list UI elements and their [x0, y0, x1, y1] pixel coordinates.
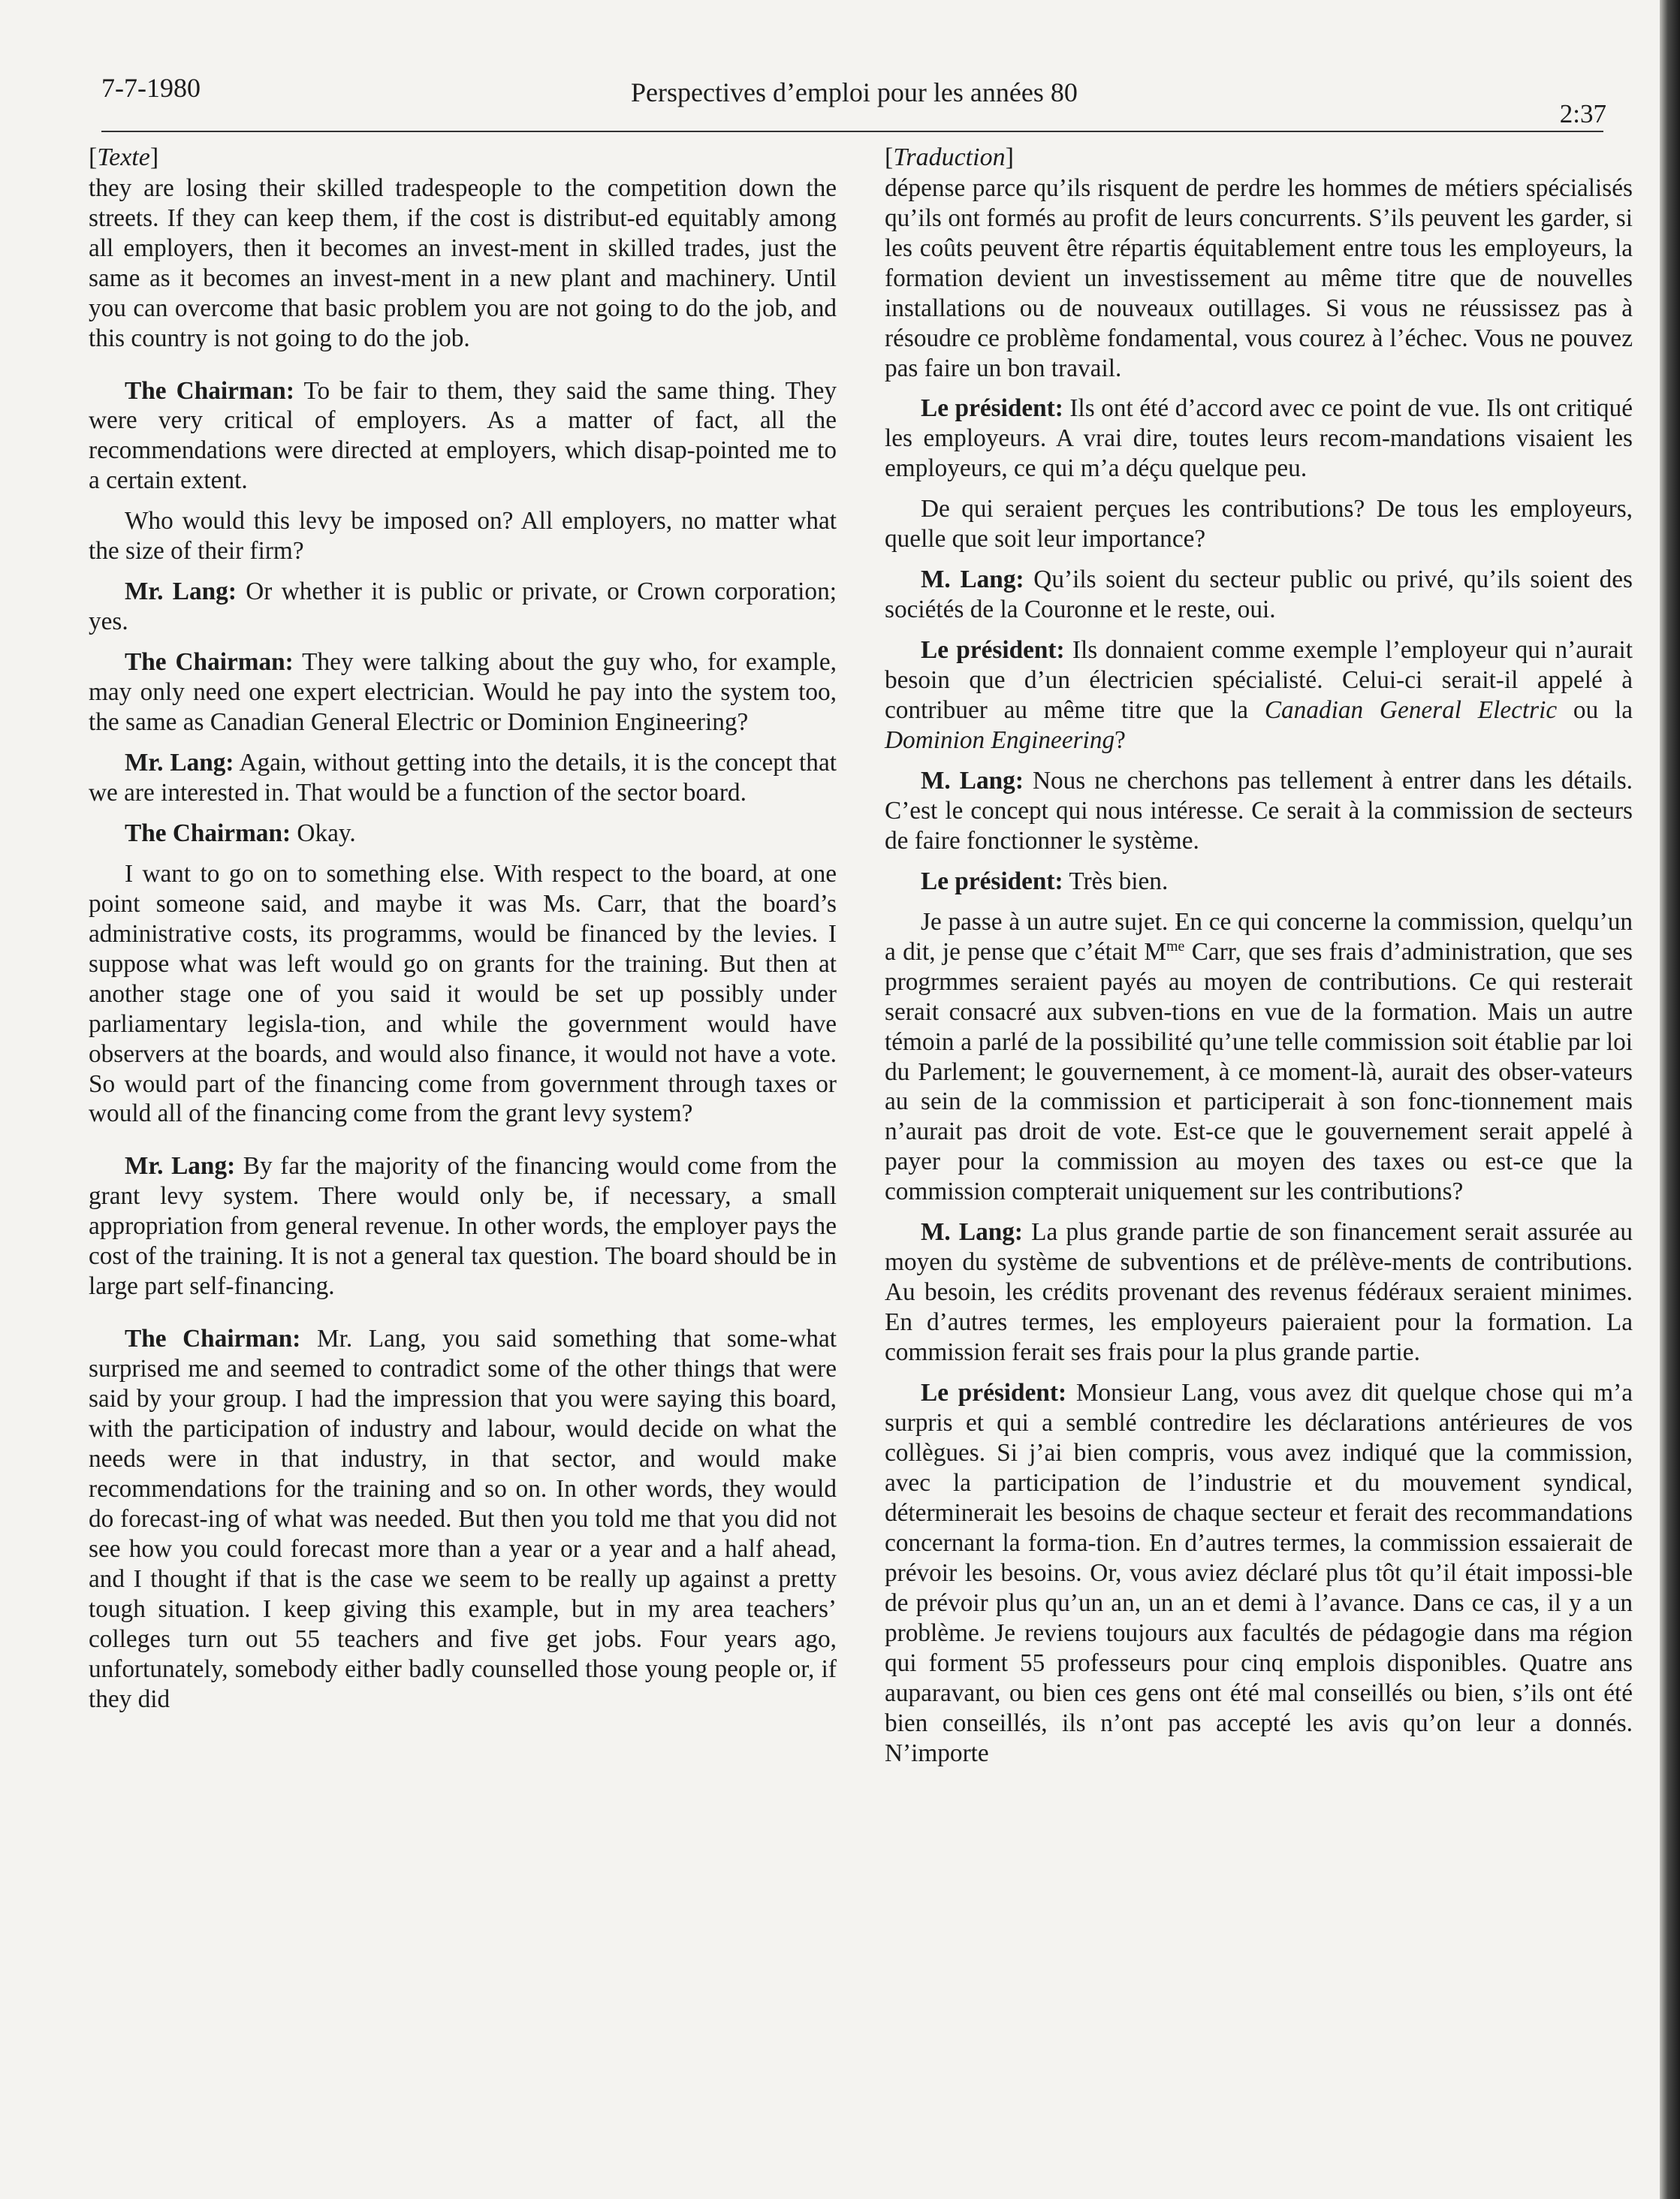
bracket-open: [ [885, 143, 894, 171]
paragraph: De qui seraient perçues les contributions? De tous les employeurs, quelle que soit leur importance? [885, 495, 1633, 554]
paragraph-text: Nous ne cherchons pas tellement à entrer dans les détails. C’est le concept qui nous intéresse. Ce serait à la commission de secteurs de faire fonctionner le système. [885, 766, 1633, 855]
paragraph-text: Qu’ils soient du secteur public ou privé, qu’ils soient des sociétés de la Couronne et le reste, oui. [885, 566, 1633, 624]
speaker-name: Mr. Lang: [125, 749, 234, 777]
paragraph-text: Très bien. [1063, 867, 1169, 895]
speaker-name: Le président: [921, 394, 1063, 423]
bracket-close: ] [149, 143, 159, 171]
speaker-name: M. Lang: [921, 766, 1024, 795]
paragraph-text: Again, without getting into the details, it is the concept that we are interested in. That would be a function of the sector board. [89, 749, 837, 807]
paragraph-text: Je passe à un autre sujet. En ce qui concerne la commission, quelqu’un a dit, je pense que c’était M [885, 907, 1633, 966]
paragraph [885, 1217, 1633, 1368]
french-column [885, 143, 1633, 1768]
paragraph [89, 748, 837, 808]
paragraph-text: ? [1114, 726, 1126, 754]
paragraph [89, 819, 837, 849]
paragraph [89, 376, 837, 496]
paragraph [885, 1378, 1633, 1768]
paragraph [885, 766, 1633, 856]
speaker-name: The Chairman: [125, 376, 294, 405]
paragraph-text: Ils ont été d’accord avec ce point de vue. Ils ont critiqué les employeurs. A vrai dire, toutes leurs recom-mandations visaient les employeurs, ce qui m’a déçu quelque peu. [885, 394, 1633, 483]
paragraph-text: They were talking about the guy who, for example, may only need one expert electrician. Would he pay into the system too, the same as Canadian General Electric or Dominion Engineering? [89, 648, 837, 737]
header-page-number: 2:37 [1559, 99, 1606, 128]
speaker-name: M. Lang: [921, 1218, 1023, 1247]
header-title: Perspectives d’emploi pour les années 80 [631, 77, 1078, 107]
paragraph: dépense parce qu’ils risquent de perdre les hommes de métiers spécialisés qu’ils ont formés au profit de leurs concurrents. S’ils peuvent les garder, si les coûts peuvent être répartis équitablement entre tous les employeurs, la formation devient un investissement au même titre que de nouvelles installations ou de nouveaux outillages. Si vous ne réussissez pas à résoudre ce problème fondamental, vous courez à l’échec. Vous ne pouvez pas faire un bon travail. [885, 173, 1633, 382]
speaker-name: M. Lang: [921, 566, 1024, 594]
paragraph [89, 1324, 837, 1714]
speaker-name: The Chairman: [125, 1325, 301, 1353]
paragraph [885, 635, 1633, 756]
paragraph [885, 394, 1633, 484]
paragraph-text: La plus grande partie de son financement serait assurée au moyen du système de subventions et de prélève-ments de contributions. Au besoin, les crédits provenant des revenus fédéraux seraient minimes. En d’autres termes, les employeurs paieraient pour la formation. La commission ferait ses frais pour la plus grande partie. [885, 1218, 1633, 1367]
paragraph-text: By far the majority of the financing would come from the grant levy system. There would only be, if necessary, a small appropriation from general revenue. In other words, the employer pays the cost of the training. It is not a general tax question. The board should be in large part self-financing. [89, 1152, 837, 1301]
paragraph [885, 907, 1633, 1208]
scan-edge-shadow [1660, 0, 1680, 2199]
bracket-close: ] [1005, 143, 1014, 171]
paragraph: they are losing their skilled tradespeople to the competition down the streets. If they can keep them, if the cost is distribut-ed equitably among all employers, then it becomes an invest-ment in skilled trades, just the same as it becomes an invest-ment in a new plant and machinery. Until you can overcome that basic problem you are not going to do the job, and this country is not going to do the job. [89, 173, 837, 352]
paragraph [89, 1151, 837, 1302]
header-date: 7-7-1980 [101, 73, 201, 103]
speaker-name: The Chairman: [125, 819, 291, 847]
company-name: Dominion Engineering [885, 726, 1115, 754]
company-name: Canadian General Electric [1264, 696, 1558, 725]
paragraph [89, 647, 837, 738]
lang-tag-label: Texte [97, 143, 150, 171]
bracket-open: [ [89, 143, 98, 171]
paragraph [885, 867, 1633, 897]
paragraph [89, 577, 837, 637]
paragraph-text: Monsieur Lang, vous avez dit quelque chose qui m’a surpris et qui a semblé contredire les déclarations antérieures de vos collègues. Si j’ai bien compris, vous avez indiqué que la commission, avec la participation de l’industrie et du mouvement syndical, déterminerait les besoins de chaque secteur et ferait des recommandations concernant la forma-tion. En d’autres termes, la commission essaierait de prévoir les besoins. Or, vous aviez déclaré plus tôt qu’il était impossi-ble de prévoir plus qu’un an, un an et demi à l’avance. Dans ce cas, il y a un problème. Je reviens toujours aux facultés de pédagogie dans ma région qui forment 55 professeurs pour cinq emplois disponibles. Quatre ans auparavant, ou bien ces gens ont été mal conseillés ou bien, s’ils ont été bien conseillés, ils n’ont pas accepté les avis qu’on leur a donnés. N’importe [885, 1379, 1633, 1767]
paragraph: Who would this levy be imposed on? All employers, no matter what the size of their firm? [89, 507, 837, 566]
superscript: me [1166, 937, 1185, 955]
paragraph-text: Ils donnaient comme exemple l’employeur qui n’aurait besoin que d’un électricien spécialisté. Celui-ci serait-il appelé à contribuer au même titre que la [885, 636, 1633, 725]
paragraph-text: ou la [1557, 696, 1633, 725]
speaker-name: Le président: [921, 867, 1063, 895]
speaker-name: Le président: [921, 636, 1065, 665]
paragraph-text: Or whether it is public or private, or Crown corporation; yes. [89, 578, 837, 636]
speaker-name: The Chairman: [125, 648, 294, 677]
lang-tag-traduction [885, 143, 1633, 173]
speaker-name: Mr. Lang: [125, 578, 237, 606]
page-header [101, 66, 1606, 134]
speaker-name: Mr. Lang: [125, 1152, 236, 1181]
paragraph-text: To be fair to them, they said the same thing. They were very critical of employers. As a matter of fact, all the recommendations were directed at employers, which disap-pointed me to a certain extent. [89, 376, 837, 495]
lang-tag-label: Traduction [893, 143, 1006, 171]
header-rule [101, 131, 1603, 132]
lang-tag-texte [89, 143, 837, 173]
paragraph-text: Carr, que ses frais d’administration, que ses progrmmes seraient payés au moyen de contributions. Ce qui resterait serait consacré aux subven-tions en vue de la formation. Mais un autre témoin a parlé de la possibilité qu’une telle commission soit établie par loi du Parlement; le gouvernement, à ce moment-là, aurait des obser-vateurs au sein de la commission et participerait à son fonc-tionnement mais n’aurait pas droit de vote. Est-ce que le gouvernement serait appelé à payer pour la commission au moyen des taxes ou est-ce que la commission compterait uniquement sur les contributions? [885, 937, 1633, 1206]
paragraph: I want to go on to something else. With respect to the board, at one point someone said, and maybe it was Ms. Carr, that the board’s administrative costs, its programms, would be financed by the levies. I suppose what was left would go on grants for the training. But then at another stage one of you said it would be set up possibly under parliamentary legisla-tion, and while the government would have observers at the boards, and would also finance, it would not have a vote. So would part of the financing come from government through taxes or would all of the financing come from the grant levy system? [89, 859, 837, 1128]
paragraph-text: Okay. [291, 819, 356, 847]
english-column [89, 143, 837, 1715]
speaker-name: Le président: [921, 1379, 1067, 1407]
paragraph [885, 565, 1633, 625]
paragraph-text: Mr. Lang, you said something that some-what surprised me and seemed to contradict some of the other things that were said by your group. I had the impression that you were saying this board, with the participation of industry and labour, would decide on what the needs were in that industry, in that sector, and would make recommendations for the training and so on. In other words, they would do forecast-ing of what was needed. But then you told me that you did not see how you could forecast more than a year or a year and a half ahead, and I thought if that is the case we seem to be really up against a pretty tough situation. I keep giving this example, but in my area teachers’ colleges turn out 55 teachers and five get jobs. Four years ago, unfortunately, somebody either badly counselled those young people or, if they did [89, 1325, 837, 1713]
